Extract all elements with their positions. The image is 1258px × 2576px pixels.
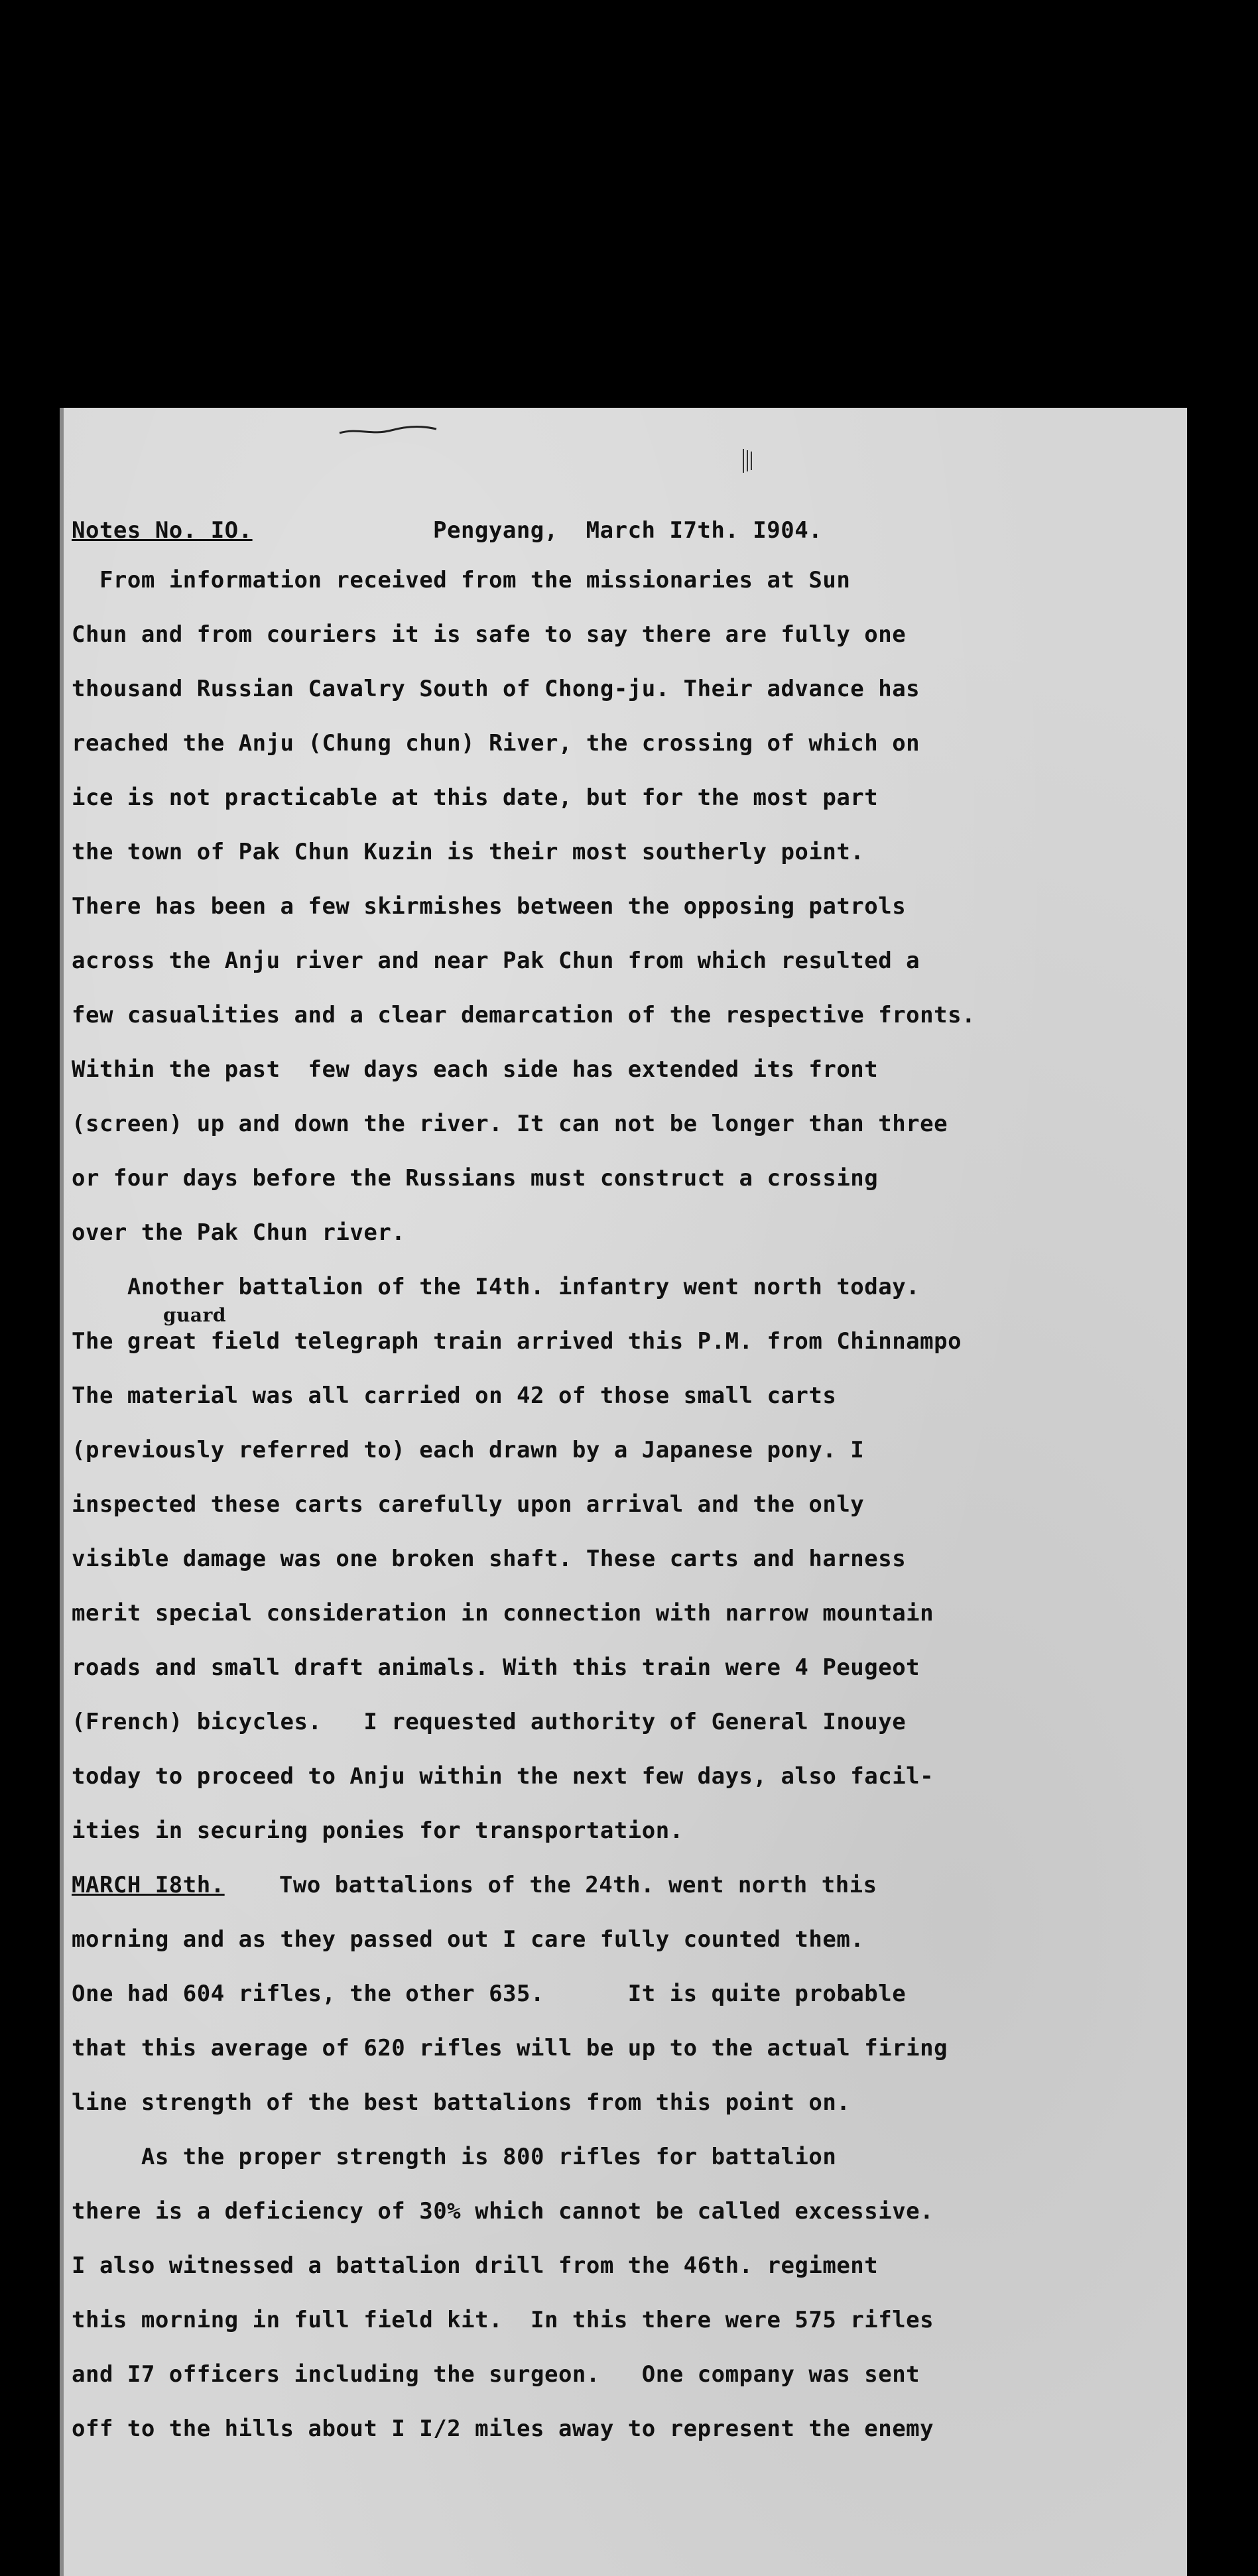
text-line: (French) bicycles. I requested authority of General Inouye [72, 1709, 907, 1735]
text-line: this morning in full field kit. In this there were 575 rifles [72, 2307, 934, 2333]
text-line: Two battalions of the 24th. went north this [237, 1872, 877, 1898]
text-line: Another battalion of the I4th. infantry went north today. [72, 1274, 920, 1300]
text-line: morning and as they passed out I care fully counted them. [72, 1926, 865, 1953]
text-line: The material was all carried on 42 of those small carts [72, 1382, 837, 1409]
text-line: roads and small draft animals. With this train were 4 Peugeot [72, 1654, 920, 1681]
text-line: ice is not practicable at this date, but for the most part [72, 784, 879, 811]
text-line: From information received from the missionaries at Sun [72, 567, 851, 593]
text-line: I also witnessed a battalion drill from the 46th. regiment [72, 2252, 879, 2279]
text-line: ities in securing ponies for transportation. [72, 1817, 684, 1844]
text-line: merit special consideration in connection with narrow mountain [72, 1600, 934, 1626]
text-line: and I7 officers including the surgeon. One company was sent [72, 2361, 920, 2388]
text-line: line strength of the best battalions from this point on. [72, 2089, 851, 2116]
date-heading: MARCH I8th. [72, 1872, 225, 1898]
text-line: One had 604 rifles, the other 635. It is quite probable [72, 1981, 907, 2007]
notes-number: Notes No. IO. [72, 517, 253, 544]
text-line: The great field telegraph train arrived this P.M. from Chinnampo [72, 1328, 962, 1355]
text-line: reached the Anju (Chung chun) River, the crossing of which on [72, 730, 920, 757]
text-line: There has been a few skirmishes between the opposing patrols [72, 893, 907, 920]
place-and-date: Pengyang, March I7th. I904. [433, 517, 823, 544]
text-line: few casualities and a clear demarcation of the respective fronts. [72, 1002, 976, 1028]
text-line: thousand Russian Cavalry South of Chong-ju. Their advance has [72, 676, 920, 702]
document-page [60, 408, 1187, 2576]
text-line: (previously referred to) each drawn by a Japanese pony. I [72, 1437, 865, 1463]
handwritten-insertion: guard [163, 1304, 226, 1326]
text-line: that this average of 620 rifles will be up to the actual firing [72, 2035, 948, 2061]
text-line: (screen) up and down the river. It can not be longer than three [72, 1111, 948, 1137]
text-line: the town of Pak Chun Kuzin is their most southerly point. [72, 839, 865, 865]
text-line: today to proceed to Anju within the next few days, also facil- [72, 1763, 934, 1790]
text-line: across the Anju river and near Pak Chun from which resulted a [72, 948, 920, 974]
text-line: over the Pak Chun river. [72, 1219, 406, 1246]
text-line: there is a deficiency of 30% which cannot be called excessive. [72, 2198, 934, 2225]
text-line: off to the hills about I I/2 miles away to represent the enemy [72, 2416, 934, 2442]
text-line: As the proper strength is 800 rifles for battalion [72, 2144, 837, 2170]
page-edge [60, 408, 64, 2576]
text-line: inspected these carts carefully upon arrival and the only [72, 1491, 865, 1518]
text-line: Chun and from couriers it is safe to say there are fully one [72, 621, 907, 648]
text-line: visible damage was one broken shaft. These carts and harness [72, 1546, 907, 1572]
text-line: or four days before the Russians must construct a crossing [72, 1165, 879, 1192]
text-line: Within the past few days each side has extended its front [72, 1056, 879, 1083]
